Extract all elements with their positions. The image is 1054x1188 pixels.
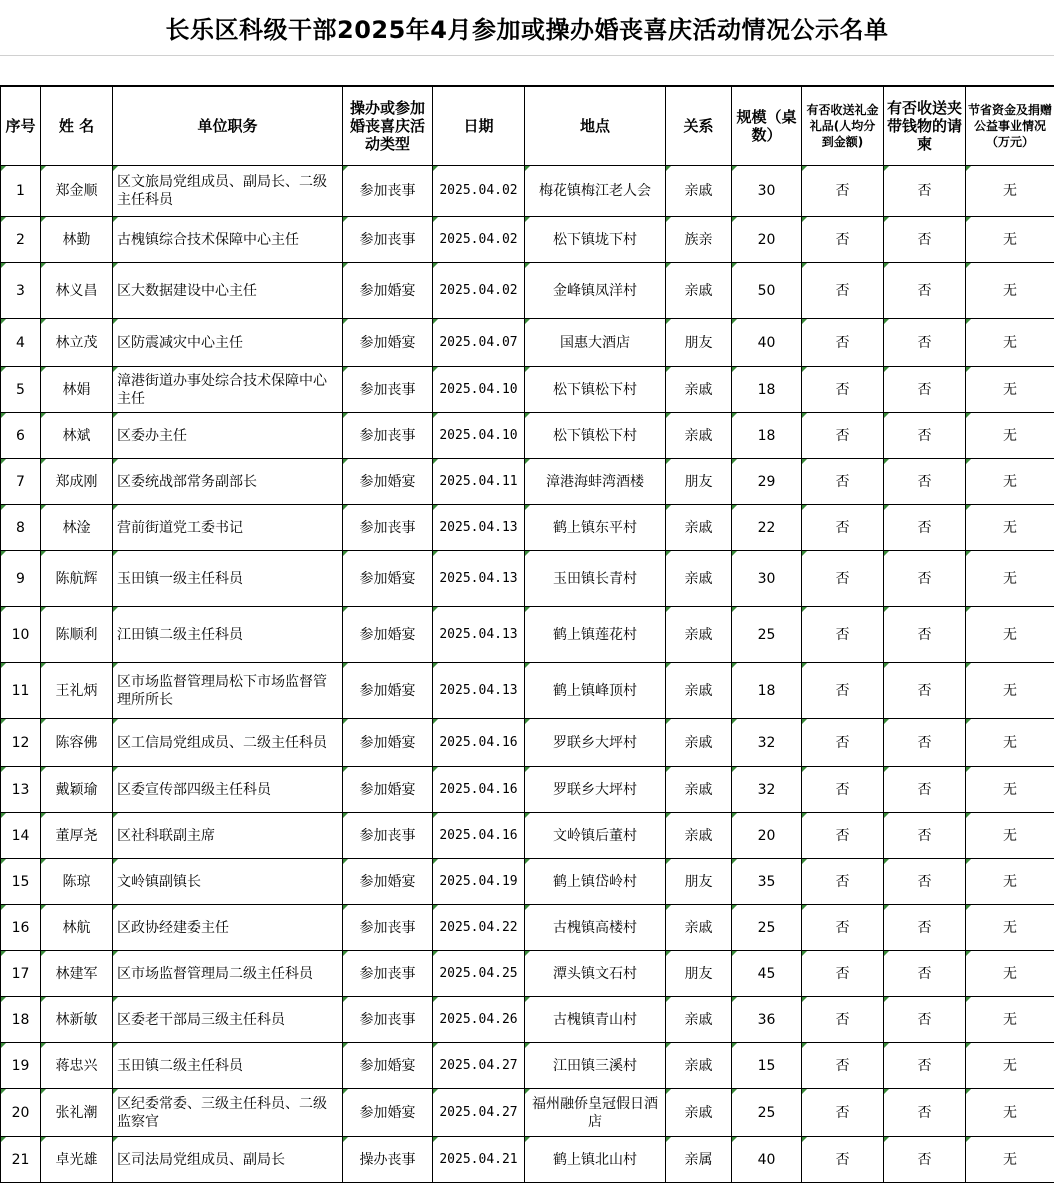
cell-scale: 18 (732, 367, 802, 413)
header-date: 日期 (433, 87, 525, 166)
cell-date: 2025.04.10 (433, 413, 525, 459)
header-relation: 关系 (666, 87, 732, 166)
cell-gift: 否 (802, 1089, 884, 1137)
cell-location: 福州融侨皇冠假日酒店 (525, 1089, 666, 1137)
cell-savings: 无 (966, 767, 1054, 813)
header-gift: 有否收送礼金礼品(人均分到金额) (802, 87, 884, 166)
cell-relation: 亲戚 (666, 263, 732, 319)
cell-position: 区工信局党组成员、二级主任科员 (113, 719, 343, 767)
cell-date: 2025.04.21 (433, 1137, 525, 1183)
cell-seq: 3 (1, 263, 41, 319)
cell-name: 董厚尧 (41, 813, 113, 859)
disclosure-table (0, 86, 1054, 1183)
cell-name: 林立茂 (41, 319, 113, 367)
cell-scale: 15 (732, 1043, 802, 1089)
cell-scale: 40 (732, 1137, 802, 1183)
cell-type: 参加婚宴 (343, 767, 433, 813)
cell-position: 区政协经建委主任 (113, 905, 343, 951)
cell-savings: 无 (966, 719, 1054, 767)
cell-name: 王礼炳 (41, 663, 113, 719)
cell-savings: 无 (966, 1137, 1054, 1183)
header-scale: 规模（桌数） (732, 87, 802, 166)
cell-relation: 亲戚 (666, 166, 732, 217)
cell-gift: 否 (802, 166, 884, 217)
cell-name: 郑成刚 (41, 459, 113, 505)
cell-money: 否 (884, 505, 966, 551)
cell-scale: 18 (732, 413, 802, 459)
cell-savings: 无 (966, 813, 1054, 859)
cell-seq: 10 (1, 607, 41, 663)
cell-location: 文岭镇后董村 (525, 813, 666, 859)
cell-location: 鹤上镇峰顶村 (525, 663, 666, 719)
cell-type: 参加丧事 (343, 997, 433, 1043)
cell-money: 否 (884, 166, 966, 217)
cell-savings: 无 (966, 217, 1054, 263)
cell-savings: 无 (966, 505, 1054, 551)
cell-scale: 25 (732, 607, 802, 663)
cell-seq: 5 (1, 367, 41, 413)
cell-relation: 亲戚 (666, 1089, 732, 1137)
cell-savings: 无 (966, 997, 1054, 1043)
cell-savings: 无 (966, 607, 1054, 663)
cell-seq: 14 (1, 813, 41, 859)
cell-location: 松下镇垅下村 (525, 217, 666, 263)
cell-money: 否 (884, 767, 966, 813)
cell-name: 陈琼 (41, 859, 113, 905)
cell-position: 营前街道党工委书记 (113, 505, 343, 551)
cell-scale: 35 (732, 859, 802, 905)
cell-seq: 20 (1, 1089, 41, 1137)
cell-scale: 50 (732, 263, 802, 319)
cell-name: 林勤 (41, 217, 113, 263)
cell-location: 古槐镇青山村 (525, 997, 666, 1043)
cell-name: 卓光雄 (41, 1137, 113, 1183)
cell-savings: 无 (966, 166, 1054, 217)
cell-money: 否 (884, 319, 966, 367)
cell-type: 参加婚宴 (343, 719, 433, 767)
cell-gift: 否 (802, 997, 884, 1043)
cell-scale: 36 (732, 997, 802, 1043)
cell-seq: 21 (1, 1137, 41, 1183)
cell-savings: 无 (966, 263, 1054, 319)
cell-date: 2025.04.13 (433, 551, 525, 607)
header-savings: 节省资金及捐赠公益事业情况（万元） (966, 87, 1054, 166)
cell-seq: 15 (1, 859, 41, 905)
header-position: 单位职务 (113, 87, 343, 166)
cell-gift: 否 (802, 663, 884, 719)
cell-position: 区司法局党组成员、副局长 (113, 1137, 343, 1183)
cell-location: 国惠大酒店 (525, 319, 666, 367)
cell-scale: 25 (732, 905, 802, 951)
table-row (1, 263, 1054, 319)
cell-gift: 否 (802, 505, 884, 551)
cell-type: 参加丧事 (343, 166, 433, 217)
table-row (1, 813, 1054, 859)
cell-money: 否 (884, 217, 966, 263)
cell-money: 否 (884, 997, 966, 1043)
cell-scale: 25 (732, 1089, 802, 1137)
cell-location: 鹤上镇北山村 (525, 1137, 666, 1183)
cell-position: 区大数据建设中心主任 (113, 263, 343, 319)
cell-location: 鹤上镇岱岭村 (525, 859, 666, 905)
page-title: 长乐区科级干部2025年4月参加或操办婚丧喜庆活动情况公示名单 (0, 0, 1054, 56)
cell-name: 陈航辉 (41, 551, 113, 607)
cell-type: 参加丧事 (343, 367, 433, 413)
cell-gift: 否 (802, 319, 884, 367)
cell-type: 参加婚宴 (343, 459, 433, 505)
table-row (1, 319, 1054, 367)
cell-location: 玉田镇长青村 (525, 551, 666, 607)
cell-gift: 否 (802, 217, 884, 263)
cell-name: 蒋忠兴 (41, 1043, 113, 1089)
cell-position: 玉田镇二级主任科员 (113, 1043, 343, 1089)
cell-scale: 22 (732, 505, 802, 551)
cell-money: 否 (884, 263, 966, 319)
cell-position: 区市场监督管理局二级主任科员 (113, 951, 343, 997)
table-row (1, 767, 1054, 813)
cell-type: 参加丧事 (343, 905, 433, 951)
cell-location: 漳港海蚌湾酒楼 (525, 459, 666, 505)
cell-name: 林义昌 (41, 263, 113, 319)
cell-seq: 11 (1, 663, 41, 719)
cell-position: 江田镇二级主任科员 (113, 607, 343, 663)
cell-money: 否 (884, 1137, 966, 1183)
cell-seq: 16 (1, 905, 41, 951)
cell-relation: 亲戚 (666, 719, 732, 767)
cell-position: 区市场监督管理局松下市场监督管理所所长 (113, 663, 343, 719)
cell-relation: 亲戚 (666, 905, 732, 951)
cell-date: 2025.04.25 (433, 951, 525, 997)
cell-date: 2025.04.13 (433, 505, 525, 551)
cell-relation: 朋友 (666, 951, 732, 997)
cell-name: 林斌 (41, 413, 113, 459)
cell-gift: 否 (802, 719, 884, 767)
cell-location: 鹤上镇莲花村 (525, 607, 666, 663)
cell-relation: 朋友 (666, 859, 732, 905)
cell-date: 2025.04.27 (433, 1043, 525, 1089)
cell-gift: 否 (802, 367, 884, 413)
cell-name: 郑金顺 (41, 166, 113, 217)
table-row (1, 997, 1054, 1043)
cell-seq: 7 (1, 459, 41, 505)
table-row (1, 663, 1054, 719)
cell-position: 玉田镇一级主任科员 (113, 551, 343, 607)
cell-money: 否 (884, 813, 966, 859)
cell-seq: 19 (1, 1043, 41, 1089)
cell-type: 参加婚宴 (343, 607, 433, 663)
cell-relation: 亲戚 (666, 413, 732, 459)
cell-relation: 亲戚 (666, 367, 732, 413)
cell-money: 否 (884, 719, 966, 767)
cell-scale: 30 (732, 551, 802, 607)
header-type: 操办或参加婚丧喜庆活动类型 (343, 87, 433, 166)
cell-money: 否 (884, 607, 966, 663)
cell-scale: 45 (732, 951, 802, 997)
cell-relation: 亲戚 (666, 767, 732, 813)
cell-name: 林新敏 (41, 997, 113, 1043)
cell-savings: 无 (966, 1089, 1054, 1137)
cell-position: 区委统战部常务副部长 (113, 459, 343, 505)
cell-date: 2025.04.13 (433, 663, 525, 719)
cell-gift: 否 (802, 551, 884, 607)
cell-type: 参加丧事 (343, 813, 433, 859)
cell-name: 林淦 (41, 505, 113, 551)
table-row (1, 217, 1054, 263)
table-row (1, 1137, 1054, 1183)
cell-date: 2025.04.26 (433, 997, 525, 1043)
cell-location: 潭头镇文石村 (525, 951, 666, 997)
cell-savings: 无 (966, 663, 1054, 719)
cell-money: 否 (884, 551, 966, 607)
cell-position: 文岭镇副镇长 (113, 859, 343, 905)
cell-type: 操办丧事 (343, 1137, 433, 1183)
cell-seq: 1 (1, 166, 41, 217)
table-row (1, 505, 1054, 551)
cell-seq: 12 (1, 719, 41, 767)
cell-money: 否 (884, 951, 966, 997)
cell-date: 2025.04.02 (433, 166, 525, 217)
cell-location: 罗联乡大坪村 (525, 767, 666, 813)
cell-gift: 否 (802, 413, 884, 459)
cell-money: 否 (884, 663, 966, 719)
cell-date: 2025.04.27 (433, 1089, 525, 1137)
cell-savings: 无 (966, 459, 1054, 505)
cell-position: 区社科联副主席 (113, 813, 343, 859)
cell-seq: 6 (1, 413, 41, 459)
cell-money: 否 (884, 1089, 966, 1137)
cell-date: 2025.04.07 (433, 319, 525, 367)
table-row (1, 951, 1054, 997)
cell-type: 参加婚宴 (343, 859, 433, 905)
cell-savings: 无 (966, 551, 1054, 607)
cell-position: 古槐镇综合技术保障中心主任 (113, 217, 343, 263)
cell-location: 金峰镇凤洋村 (525, 263, 666, 319)
cell-scale: 20 (732, 217, 802, 263)
header-location: 地点 (525, 87, 666, 166)
cell-scale: 30 (732, 166, 802, 217)
cell-money: 否 (884, 1043, 966, 1089)
cell-type: 参加丧事 (343, 217, 433, 263)
cell-scale: 29 (732, 459, 802, 505)
table-row (1, 905, 1054, 951)
cell-scale: 20 (732, 813, 802, 859)
cell-name: 戴颖瑜 (41, 767, 113, 813)
table-row (1, 166, 1054, 217)
table-row (1, 413, 1054, 459)
table-row (1, 1043, 1054, 1089)
header-money: 有否收送夹带钱物的请柬 (884, 87, 966, 166)
cell-seq: 13 (1, 767, 41, 813)
cell-type: 参加丧事 (343, 413, 433, 459)
cell-savings: 无 (966, 951, 1054, 997)
cell-position: 区纪委常委、三级主任科员、二级监察官 (113, 1089, 343, 1137)
cell-name: 张礼潮 (41, 1089, 113, 1137)
cell-location: 松下镇松下村 (525, 367, 666, 413)
cell-type: 参加婚宴 (343, 1043, 433, 1089)
cell-location: 古槐镇高楼村 (525, 905, 666, 951)
cell-type: 参加丧事 (343, 951, 433, 997)
cell-position: 漳港街道办事处综合技术保障中心主任 (113, 367, 343, 413)
cell-money: 否 (884, 859, 966, 905)
cell-relation: 族亲 (666, 217, 732, 263)
cell-relation: 亲戚 (666, 607, 732, 663)
cell-money: 否 (884, 459, 966, 505)
table-row (1, 719, 1054, 767)
cell-location: 松下镇松下村 (525, 413, 666, 459)
table-row (1, 859, 1054, 905)
cell-relation: 亲戚 (666, 505, 732, 551)
cell-money: 否 (884, 905, 966, 951)
cell-position: 区委老干部局三级主任科员 (113, 997, 343, 1043)
cell-gift: 否 (802, 859, 884, 905)
header-name: 姓 名 (41, 87, 113, 166)
cell-money: 否 (884, 367, 966, 413)
cell-seq: 8 (1, 505, 41, 551)
cell-savings: 无 (966, 367, 1054, 413)
cell-location: 梅花镇梅江老人会 (525, 166, 666, 217)
header-row (1, 87, 1054, 166)
cell-location: 江田镇三溪村 (525, 1043, 666, 1089)
cell-name: 林娟 (41, 367, 113, 413)
cell-date: 2025.04.16 (433, 813, 525, 859)
cell-type: 参加婚宴 (343, 551, 433, 607)
cell-location: 罗联乡大坪村 (525, 719, 666, 767)
cell-savings: 无 (966, 859, 1054, 905)
cell-type: 参加婚宴 (343, 263, 433, 319)
cell-savings: 无 (966, 905, 1054, 951)
cell-date: 2025.04.19 (433, 859, 525, 905)
cell-date: 2025.04.16 (433, 719, 525, 767)
cell-relation: 亲戚 (666, 997, 732, 1043)
cell-seq: 4 (1, 319, 41, 367)
cell-gift: 否 (802, 767, 884, 813)
cell-gift: 否 (802, 459, 884, 505)
header-seq: 序号 (1, 87, 41, 166)
table-row (1, 459, 1054, 505)
table-row (1, 367, 1054, 413)
cell-date: 2025.04.02 (433, 263, 525, 319)
cell-relation: 亲属 (666, 1137, 732, 1183)
cell-date: 2025.04.13 (433, 607, 525, 663)
cell-relation: 亲戚 (666, 813, 732, 859)
cell-type: 参加婚宴 (343, 319, 433, 367)
cell-date: 2025.04.11 (433, 459, 525, 505)
cell-gift: 否 (802, 951, 884, 997)
cell-scale: 18 (732, 663, 802, 719)
cell-position: 区文旅局党组成员、副局长、二级主任科员 (113, 166, 343, 217)
table-row (1, 607, 1054, 663)
cell-savings: 无 (966, 413, 1054, 459)
cell-name: 陈容佛 (41, 719, 113, 767)
cell-seq: 18 (1, 997, 41, 1043)
cell-money: 否 (884, 413, 966, 459)
cell-gift: 否 (802, 813, 884, 859)
cell-seq: 2 (1, 217, 41, 263)
cell-type: 参加丧事 (343, 505, 433, 551)
cell-date: 2025.04.22 (433, 905, 525, 951)
cell-seq: 9 (1, 551, 41, 607)
table-row (1, 1089, 1054, 1137)
table-row (1, 551, 1054, 607)
cell-scale: 32 (732, 767, 802, 813)
cell-relation: 亲戚 (666, 663, 732, 719)
cell-relation: 朋友 (666, 459, 732, 505)
cell-seq: 17 (1, 951, 41, 997)
cell-type: 参加婚宴 (343, 663, 433, 719)
blank-row (0, 56, 1054, 86)
cell-date: 2025.04.02 (433, 217, 525, 263)
cell-gift: 否 (802, 607, 884, 663)
cell-position: 区防震减灾中心主任 (113, 319, 343, 367)
cell-name: 林航 (41, 905, 113, 951)
cell-scale: 40 (732, 319, 802, 367)
cell-gift: 否 (802, 1137, 884, 1183)
cell-scale: 32 (732, 719, 802, 767)
cell-name: 陈顺利 (41, 607, 113, 663)
cell-position: 区委办主任 (113, 413, 343, 459)
cell-relation: 亲戚 (666, 1043, 732, 1089)
cell-date: 2025.04.10 (433, 367, 525, 413)
cell-name: 林建军 (41, 951, 113, 997)
cell-location: 鹤上镇东平村 (525, 505, 666, 551)
cell-gift: 否 (802, 1043, 884, 1089)
cell-date: 2025.04.16 (433, 767, 525, 813)
cell-position: 区委宣传部四级主任科员 (113, 767, 343, 813)
cell-savings: 无 (966, 1043, 1054, 1089)
cell-gift: 否 (802, 905, 884, 951)
cell-gift: 否 (802, 263, 884, 319)
cell-relation: 朋友 (666, 319, 732, 367)
cell-relation: 亲戚 (666, 551, 732, 607)
cell-type: 参加婚宴 (343, 1089, 433, 1137)
cell-savings: 无 (966, 319, 1054, 367)
